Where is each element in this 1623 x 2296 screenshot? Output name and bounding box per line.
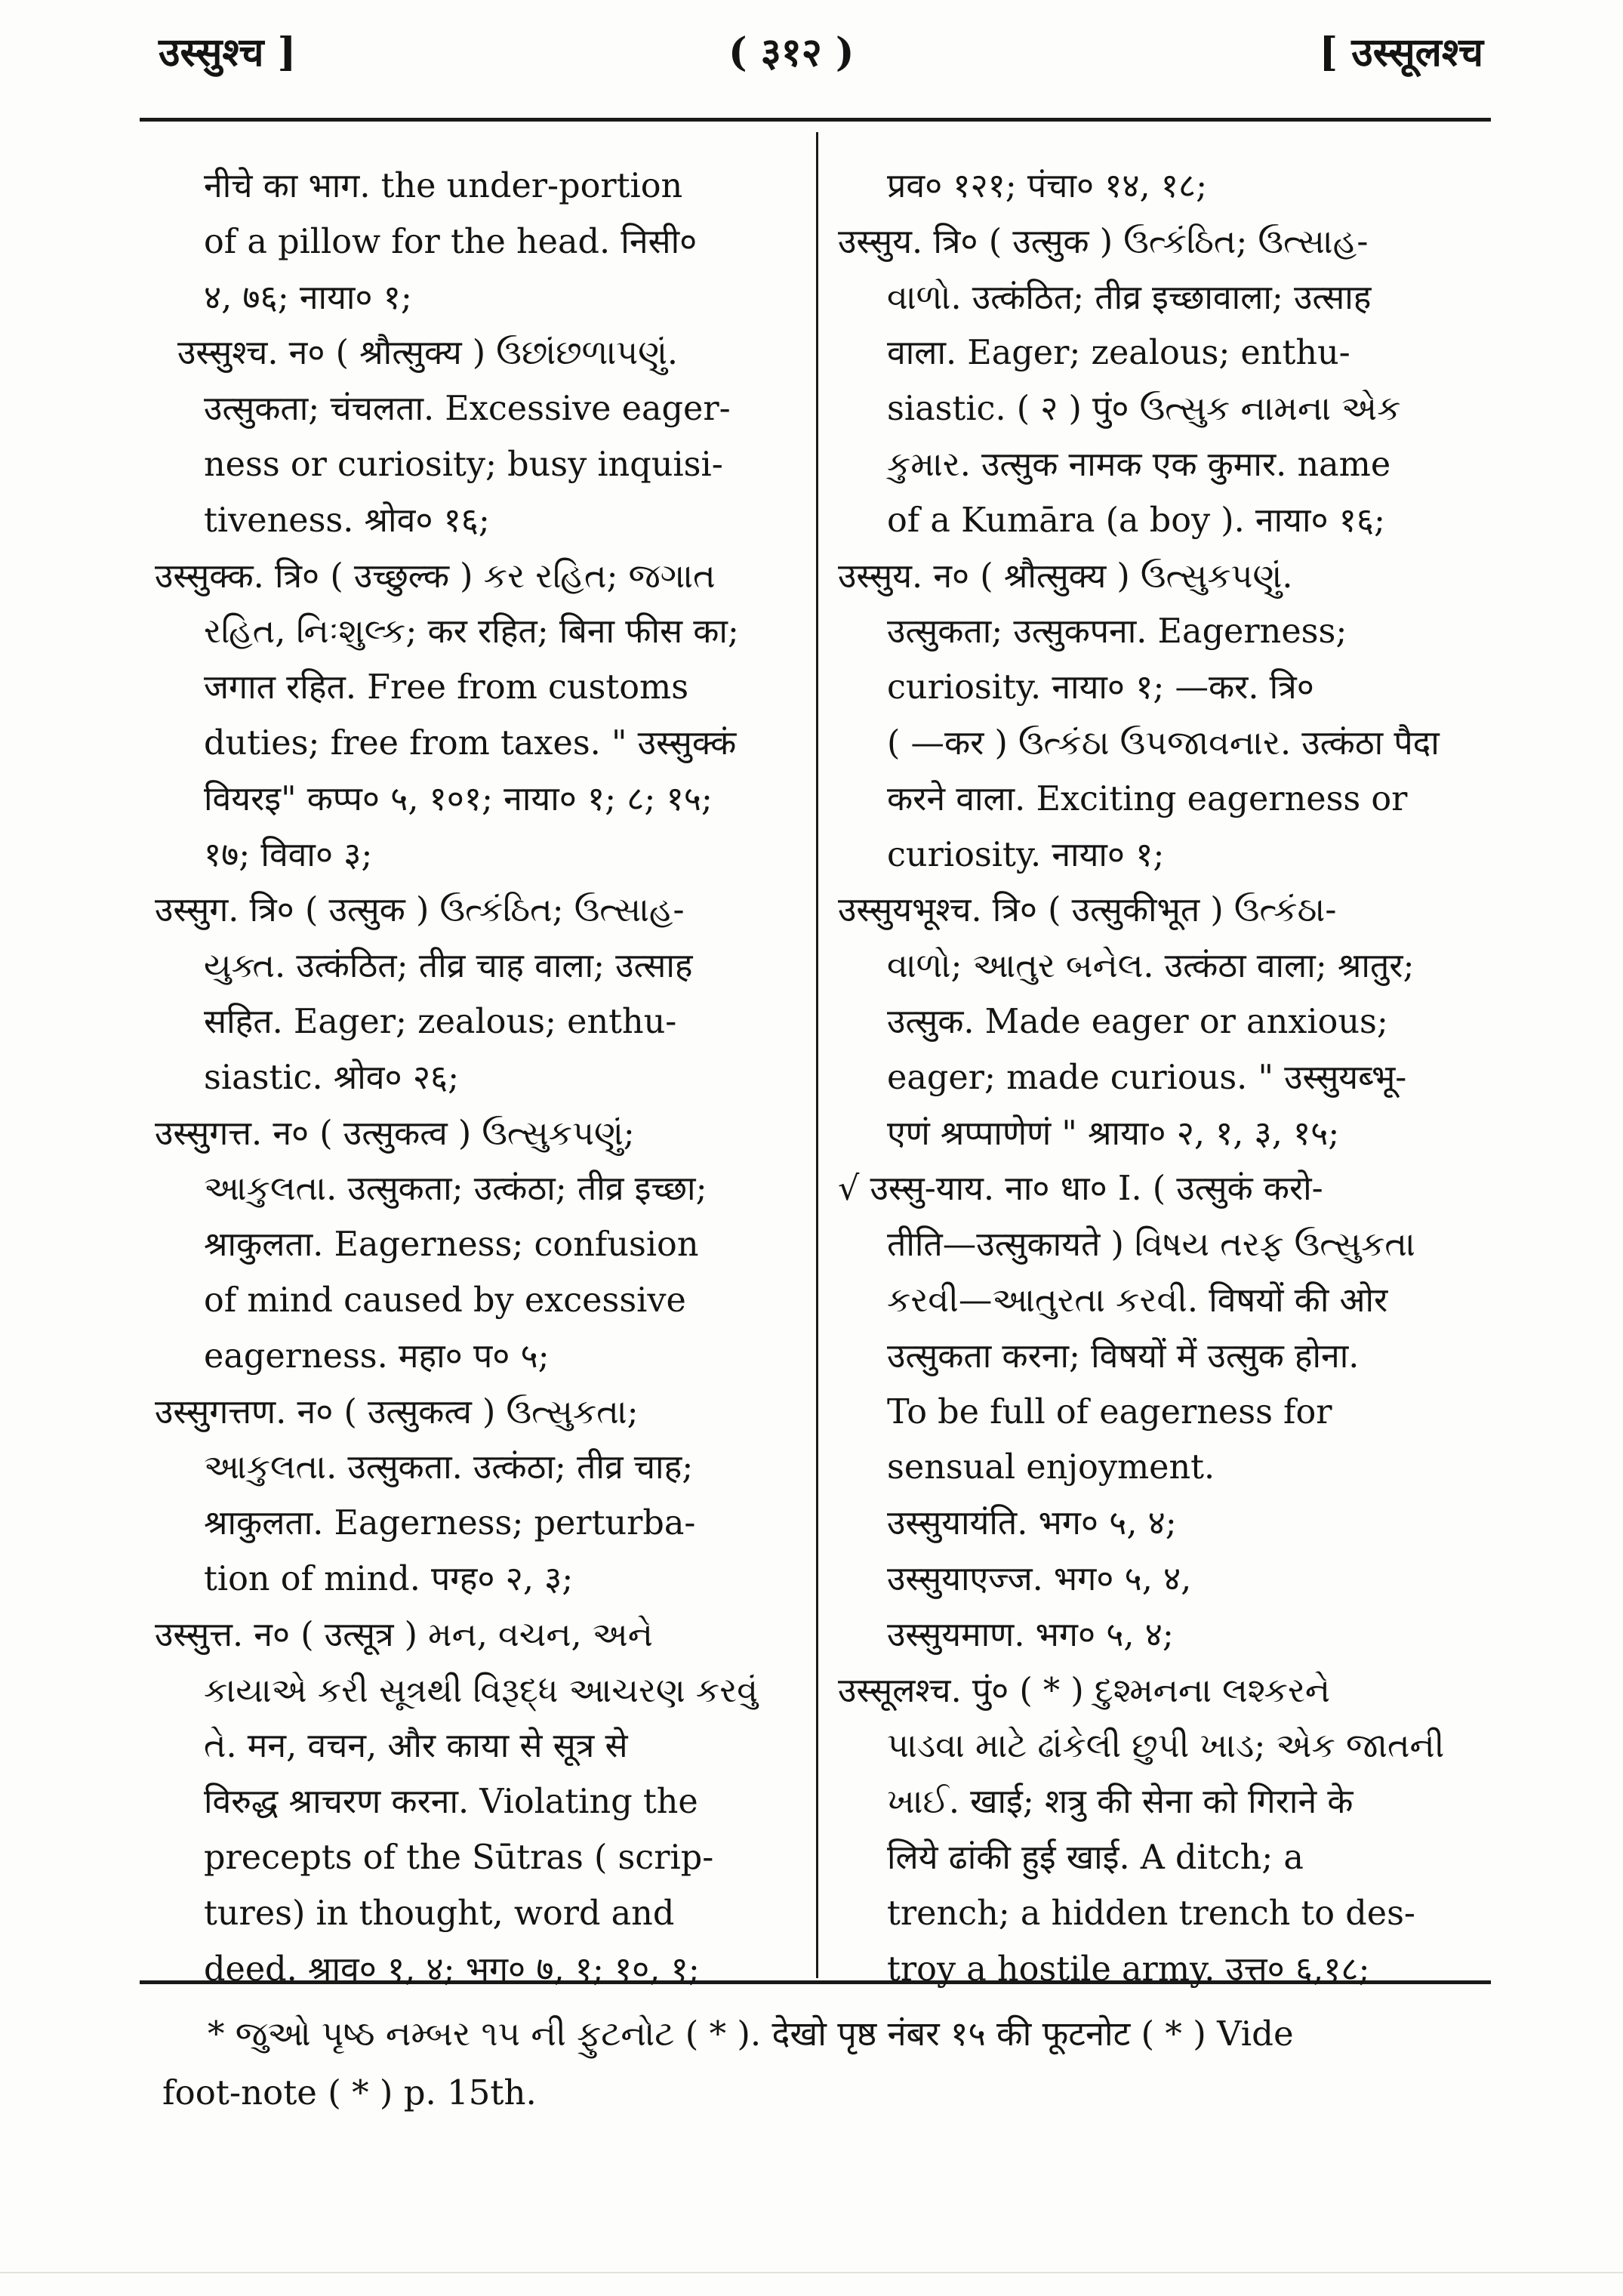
entry-text-line: वियरइ" कप्प० ५, १०१; नाया० १; ८; १५;	[204, 779, 713, 818]
right-column	[838, 159, 1487, 1997]
entry-text-line: उत्सुकता करना; विषयों में उत्सुक होना.	[887, 1336, 1360, 1376]
entry-text-line: કરવી—આતુરતા કરવી. विषयों की ओर	[887, 1281, 1388, 1320]
entry-text-line: ness or curiosity; busy inquisi-	[204, 445, 723, 484]
entry-text-line: tures) in thought, word and	[204, 1894, 675, 1933]
entry-headword-line: उस्सुगत्त. न० ( उत्सुकत्व ) ઉત્સુકપણું;	[155, 1114, 635, 1153]
entry-text-line: sensual enjoyment.	[887, 1448, 1215, 1487]
entry-text-line: श्राकुलता. Eagerness; confusion	[204, 1225, 699, 1265]
entry-headword-line: उस्सूलश्च. पुं० ( * ) દુશ્મનના લશ્કરને	[838, 1671, 1331, 1710]
entry-text-line: करने वाला. Exciting eagerness or	[887, 779, 1408, 818]
entry-text-line: તે. मन, वचन, और काया से सूत्र से	[204, 1727, 628, 1766]
entry-text-line: precepts of the Sūtras ( scrip-	[204, 1838, 714, 1877]
entry-text-line: siastic. ( २ ) पुं० ઉત્સુક નામના એક	[887, 390, 1401, 429]
entry-text-line: विरुद्ध श्राचरण करना. Violating the	[204, 1783, 698, 1822]
entry-text-line: of a Kumāra (a boy ). नाया० १६;	[887, 501, 1386, 540]
entry-text-line: नीचे का भाग. the under-portion	[204, 167, 683, 205]
entry-text-line: एणं श्रप्पाणेणं " श्राया० २, १, ३, १५;	[887, 1114, 1340, 1153]
entry-text-line: उत्सुकता; चंचलता. Excessive eager-	[204, 390, 731, 429]
entry-text-line: सहित. Eager; zealous; enthu-	[204, 1002, 677, 1041]
entry-text-line: આકુલતા. उत्सुकता. उत्कंठा; तीव्र चाह;	[204, 1448, 694, 1487]
entry-text-line: १७; विवा० ३;	[204, 835, 373, 874]
entry-text-line: वाला. Eager; zealous; enthu-	[887, 334, 1350, 373]
entry-text-line: लिये ढांकी हुई खाई. A ditch; a	[887, 1838, 1304, 1877]
entry-text-line: યુક્ત. उत्कंठित; तीव्र चाह वाला; उत्साह	[204, 947, 693, 986]
entry-text-line: વાળો. उत्कंठित; तीव्र इच्छावाला; उत्साह	[887, 278, 1372, 317]
entry-text-line: उत्सुकता; उत्सुकपना. Eagerness;	[887, 612, 1347, 652]
entry-text-line: उस्सुयायंति. भग० ५, ४;	[887, 1504, 1177, 1543]
running-header-left: उस्सुश्च ]	[159, 29, 297, 76]
left-column	[155, 159, 796, 1997]
running-header-right: [ उस्सूलश्च	[1319, 29, 1483, 76]
entry-text-line: deed. श्राव० १, ४; भग० ७, १; १०, १;	[204, 1949, 700, 1989]
entry-text-line: of mind caused by excessive	[204, 1281, 686, 1320]
entry-text-line: tiveness. श्रोव० १६;	[204, 501, 490, 540]
footnote-line: foot-note ( * ) p. 15th.	[162, 2073, 537, 2113]
entry-text-line: तीति—उत्सुकायते ) વિષય તરફ ઉત્સુકતા	[887, 1225, 1415, 1265]
entry-text-line: રહિત, નિઃશુલ્ક; कर रहित; बिना फीस का;	[204, 612, 739, 652]
entry-headword-line: उस्सुत्त. न० ( उत्सूत्र ) મન, વચન, અને	[155, 1615, 653, 1654]
entry-text-line: प्रव० १२१; पंचा० १४, १८;	[887, 167, 1208, 205]
entry-text-line: उस्सुयाएज्ज. भग० ५, ४,	[887, 1559, 1192, 1598]
entry-text-line: eager; made curious. " उस्सुयब्भू-	[887, 1058, 1407, 1097]
footnote-line: * જુઓ પૃષ્ઠ નમ્બર ૧૫ ની ફુટનોટ ( * ). देखो पृष्ठ नंबर १५ की फूटनोट ( * ) Vide	[208, 2014, 1294, 2054]
entry-text-line: કાયાએ કરી સૂત્રથી વિરૂદ્ધ આચરણ કરવું	[204, 1671, 758, 1710]
entry-text-line: ( —कर ) ઉત્કંઠા ઉપજાવનાર. उत्कंठा पैदा	[887, 723, 1440, 763]
entry-headword-line: √ उस्सु-याय. ना० धा० I. ( उत्सुकं करो-	[838, 1170, 1323, 1209]
entry-text-line: उत्सुक. Made eager or anxious;	[887, 1002, 1388, 1041]
entry-text-line: of a pillow for the head. निसी०	[204, 222, 698, 261]
entry-text-line: tion of mind. पग्ह० २, ३;	[204, 1559, 574, 1598]
entry-headword-line: उस्सुक्क. त्रि० ( उच्छुल्क ) કર રહિત; જગાત	[155, 556, 716, 596]
entry-text-line: પાડવા માટે ઢાંકેલી છુપી ખાડ; એક જાતની	[887, 1727, 1445, 1766]
entry-text-line: કુમાર. उत्सुक नामक एक कुमार. name	[887, 445, 1391, 484]
entry-text-line: ४, ७६; नाया० १;	[204, 278, 412, 317]
header-rule	[140, 118, 1491, 122]
entry-headword-line: उस्सुगत्तण. न० ( उत्सुकत्व ) ઉત્સુકતા;	[155, 1392, 639, 1432]
entry-headword-line: उस्सुयभूश्च. त्रि० ( उत्सुकीभूत ) ઉત્કંઠા-	[838, 891, 1337, 930]
entry-text-line: curiosity. नाया० १;	[887, 835, 1165, 874]
page-number: ( ३१२ )	[728, 29, 855, 76]
entry-headword-line: उस्सुग. त्रि० ( उत्सुक ) ઉત્કંઠિત; ઉત્સાહ-	[155, 891, 685, 930]
entry-text-line: curiosity. नाया० १; —कर. त्रि०	[887, 668, 1314, 707]
footnote	[162, 2005, 1491, 2122]
entry-text-line: श्राकुलता. Eagerness; perturba-	[204, 1504, 696, 1543]
entry-headword-line: उस्सुय. न० ( श्रौत्सुक्य ) ઉત્સુકપણું.	[838, 556, 1293, 596]
entry-text-line: troy a hostile army. उत्त० ६,१८;	[887, 1949, 1370, 1989]
column-divider	[816, 132, 818, 1978]
entry-headword-line: उस्सुय. त्रि० ( उत्सुक ) ઉત્કંઠિત; ઉત્સાહ-	[838, 222, 1369, 261]
entry-text-line: उस्सुयमाण. भग० ५, ४;	[887, 1615, 1174, 1654]
entry-text-line: વાળો; આતુર બનેલ. उत्कंठा वाला; श्रातुर;	[887, 947, 1415, 986]
scan-edge	[0, 2272, 1623, 2273]
entry-text-line: जगात रहित. Free from customs	[204, 668, 689, 707]
entry-text-line: siastic. श्रोव० २६;	[204, 1058, 460, 1097]
entry-text-line: To be full of eagerness for	[887, 1392, 1332, 1432]
entry-text-line: duties; free from taxes. " उस्सुक्कं	[204, 723, 737, 763]
entry-headword-line: उस्सुश्च. न० ( श्रौत्सुक्य ) ઉછાંછળાપણું.	[177, 334, 679, 373]
entry-text-line: trench; a hidden trench to des-	[887, 1894, 1415, 1933]
entry-text-line: આકુલતા. उत्सुकता; उत्कंठा; तीव्र इच्छा;	[204, 1170, 707, 1209]
entry-text-line: ખાઈ. खाई; शत्रु की सेना को गिराने के	[887, 1783, 1354, 1822]
entry-text-line: eagerness. महा० प० ५;	[204, 1336, 550, 1376]
